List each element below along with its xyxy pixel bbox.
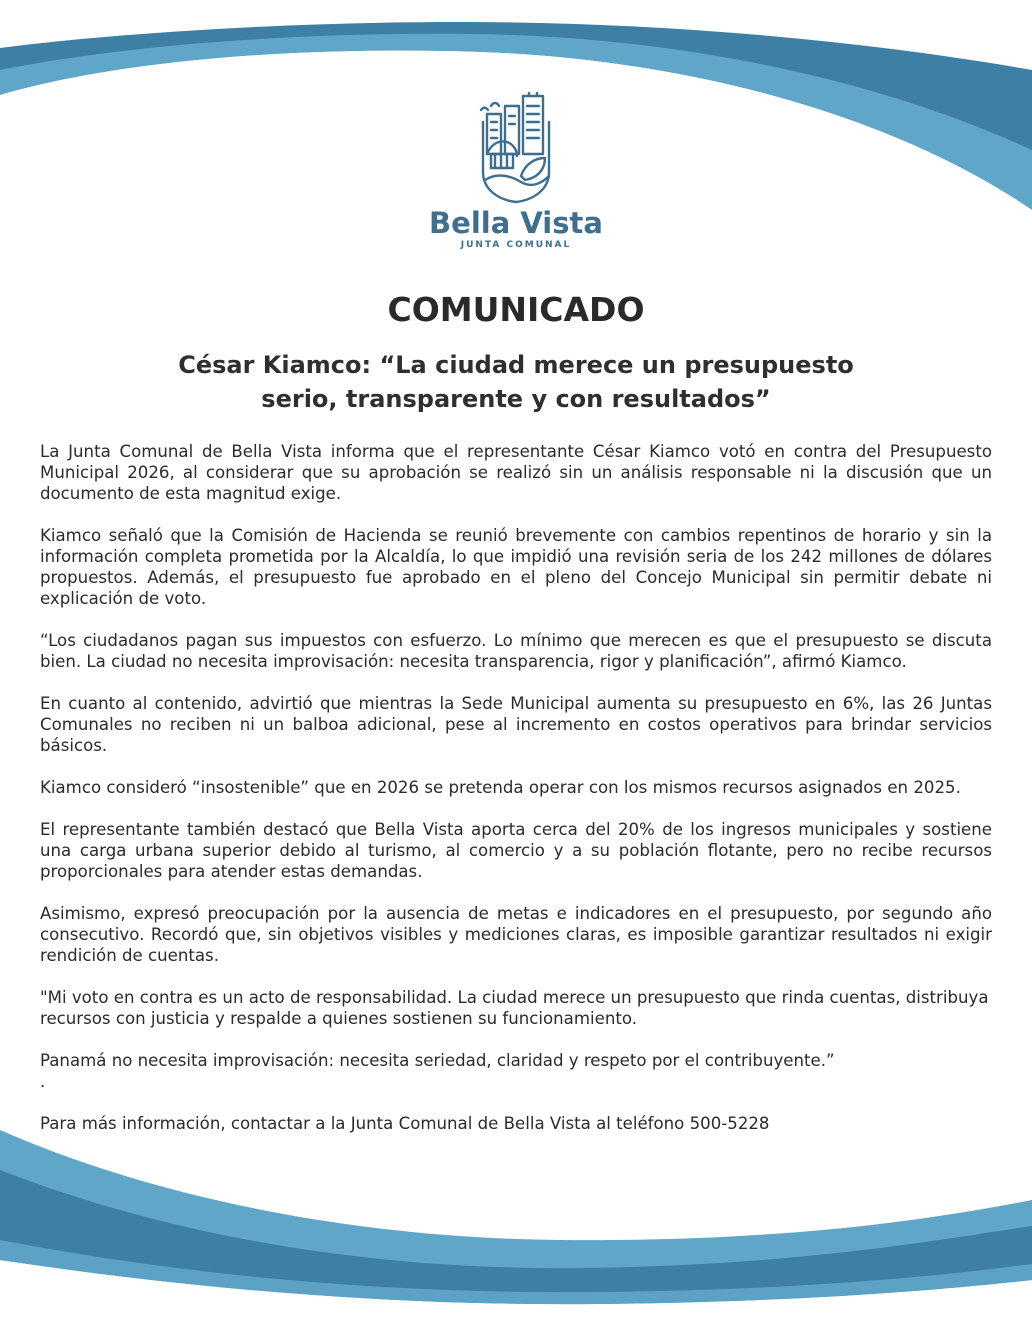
- body-text: [40, 441, 992, 1155]
- closing-quote: Panamá no necesita improvisación: necesita seriedad, claridad y respeto por el contribuyente.”: [40, 1051, 835, 1070]
- paragraph: Asimismo, expresó preocupación por la ausencia de metas e indicadores en el presupuesto, por segundo año consecutivo. Recordó que, sin objetivos visibles y mediciones claras, es imposible garantizar resultados ni exigir rendición de cuentas.: [40, 904, 992, 965]
- paragraph: “Los ciudadanos pagan sus impuestos con esfuerzo. Lo mínimo que merecen es que el presupuesto se discuta bien. La ciudad no necesita improvisación: necesita transparencia, rigor y planificación”, afirmó Kiamco.: [40, 631, 992, 671]
- paragraph: En cuanto al contenido, advirtió que mientras la Sede Municipal aumenta su presupuesto en 6%, las 26 Juntas Comunales no reciben ni un balboa adicional, pese al incremento en costos operativos para brindar servicios básicos.: [40, 694, 992, 755]
- paragraph: La Junta Comunal de Bella Vista informa que el representante César Kiamco votó en contra del Presupuesto Municipal 2026, al considerar que su aprobación se realizó sin un análisis responsable ni la discusión que un documento de esta magnitud exige.: [40, 442, 992, 503]
- paragraph: Kiamco señaló que la Comisión de Hacienda se reunió brevemente con cambios repentinos de horario y sin la información completa prometida por la Alcaldía, lo que impidió una revisión seria de los 242 millones de dólares propuestos. Además, el presupuesto fue aprobado en el pleno del Concejo Municipal sin permitir debate ni explicación de voto.: [40, 526, 992, 608]
- headline-line-2: serio, transparente y con resultados”: [261, 385, 771, 413]
- paragraph: El representante también destacó que Bella Vista aporta cerca del 20% de los ingresos municipales y sostiene una carga urbana superior debido al turismo, al comercio y a su población flotante, pero no recibe recursos proporcionales para atender estas demandas.: [40, 820, 992, 881]
- headline: [150, 348, 882, 416]
- separator-dot: .: [40, 1072, 46, 1091]
- logo: [416, 92, 616, 250]
- contact-info: Para más información, contactar a la Junta Comunal de Bella Vista al teléfono 500-5228: [40, 1114, 770, 1133]
- logo-name: Bella Vista: [429, 206, 603, 240]
- bottom-wave-decoration: [0, 1130, 1032, 1330]
- paragraph: "Mi voto en contra es un acto de responsabilidad. La ciudad merece un presupuesto que rinda cuentas, distribuya recursos con justicia y respalde a quienes sostienen su funcionamiento.: [40, 988, 989, 1028]
- page-title: COMUNICADO: [387, 290, 645, 329]
- logo-subtitle: JUNTA COMUNAL: [460, 240, 572, 250]
- city-shield-logo-icon: [477, 92, 555, 204]
- paragraph: Kiamco consideró “insostenible” que en 2026 se pretenda operar con los mismos recursos asignados en 2025.: [40, 778, 961, 797]
- headline-line-1: César Kiamco: “La ciudad merece un presupuesto: [178, 351, 854, 379]
